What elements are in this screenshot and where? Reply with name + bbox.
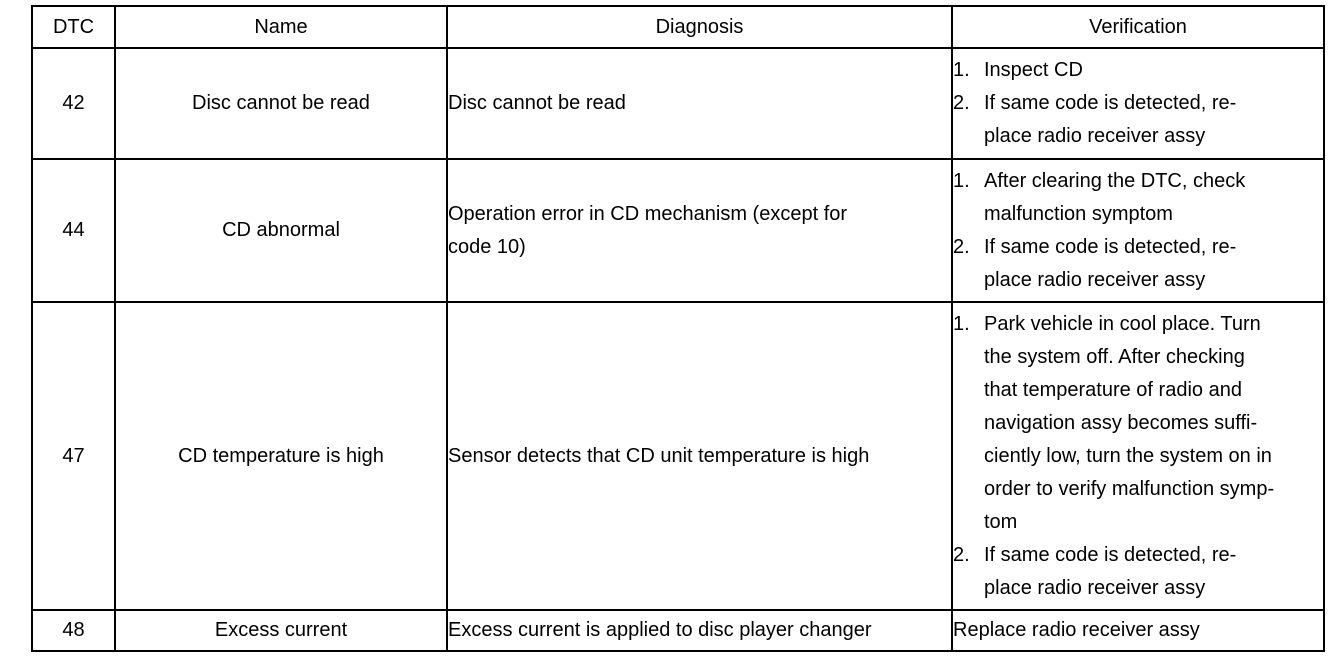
- dtc-name: Disc cannot be read: [115, 48, 447, 159]
- diagnosis-line: Operation error in CD mechanism (except for: [448, 202, 848, 225]
- step-line: If same code is detected, re-: [984, 92, 1237, 114]
- step-line: place radio receiver assy: [984, 576, 1206, 599]
- dtc-diagnosis: [447, 48, 952, 159]
- step-line: Park vehicle in cool place. Turn: [984, 312, 1261, 335]
- diagnosis-line: Excess current is applied to disc player changer: [448, 619, 872, 641]
- table-row: [32, 159, 1324, 302]
- table-row: [32, 302, 1324, 610]
- header-dtc: DTC: [32, 6, 115, 48]
- step-line: malfunction symptom: [984, 202, 1173, 225]
- step-number: 1.: [953, 312, 970, 335]
- dtc-diagnosis: [447, 159, 952, 302]
- step-line: order to verify malfunction symp-: [984, 477, 1275, 500]
- dtc-verification: [952, 159, 1324, 302]
- diagnosis-line: Disc cannot be read: [448, 92, 626, 114]
- step-number: 2.: [953, 92, 970, 114]
- verification-steps: [953, 308, 1323, 605]
- dtc-verification: [952, 302, 1324, 610]
- verification-step: [953, 87, 1323, 153]
- table-row: [32, 48, 1324, 159]
- dtc-diagnosis: [447, 302, 952, 610]
- dtc-code: 48: [32, 610, 115, 651]
- diagnosis-line: Sensor detects that CD unit temperature is high: [448, 444, 870, 467]
- dtc-name: CD temperature is high: [115, 302, 447, 610]
- dtc-diagnosis: [447, 610, 952, 651]
- verification-step: [953, 308, 1323, 539]
- step-line: Inspect CD: [984, 59, 1083, 81]
- step-number: 1.: [953, 169, 970, 192]
- diagnosis-line: code 10): [448, 235, 526, 258]
- verification-step: [953, 231, 1323, 297]
- dtc-code: 47: [32, 302, 115, 610]
- dtc-verification: [952, 48, 1324, 159]
- step-number: 1.: [953, 59, 970, 81]
- dtc-code: 44: [32, 159, 115, 302]
- step-line: place radio receiver assy: [984, 125, 1206, 147]
- verification-step: [953, 539, 1323, 605]
- header-verification: Verification: [952, 6, 1324, 48]
- header-diagnosis: Diagnosis: [447, 6, 952, 48]
- verification-step: [953, 54, 1323, 87]
- step-line: If same code is detected, re-: [984, 543, 1237, 566]
- step-line: the system off. After checking: [984, 345, 1245, 368]
- step-line: navigation assy becomes suffi-: [984, 411, 1258, 434]
- step-line: After clearing the DTC, check: [984, 169, 1246, 192]
- step-line: that temperature of radio and: [984, 378, 1242, 401]
- header-name: Name: [115, 6, 447, 48]
- verification-steps: [953, 165, 1323, 297]
- dtc-table: [31, 5, 1325, 652]
- step-line: If same code is detected, re-: [984, 235, 1237, 258]
- verification-steps: [953, 54, 1323, 153]
- dtc-code: 42: [32, 48, 115, 159]
- step-number: 2.: [953, 543, 970, 566]
- table-row: [32, 610, 1324, 651]
- dtc-verification: Replace radio receiver assy: [952, 610, 1324, 651]
- step-line: ciently low, turn the system on in: [984, 444, 1272, 467]
- verification-step: [953, 165, 1323, 231]
- dtc-name: CD abnormal: [115, 159, 447, 302]
- header-row: [32, 6, 1324, 48]
- dtc-name: Excess current: [115, 610, 447, 651]
- step-number: 2.: [953, 235, 970, 258]
- step-line: tom: [984, 510, 1018, 533]
- step-line: place radio receiver assy: [984, 268, 1206, 291]
